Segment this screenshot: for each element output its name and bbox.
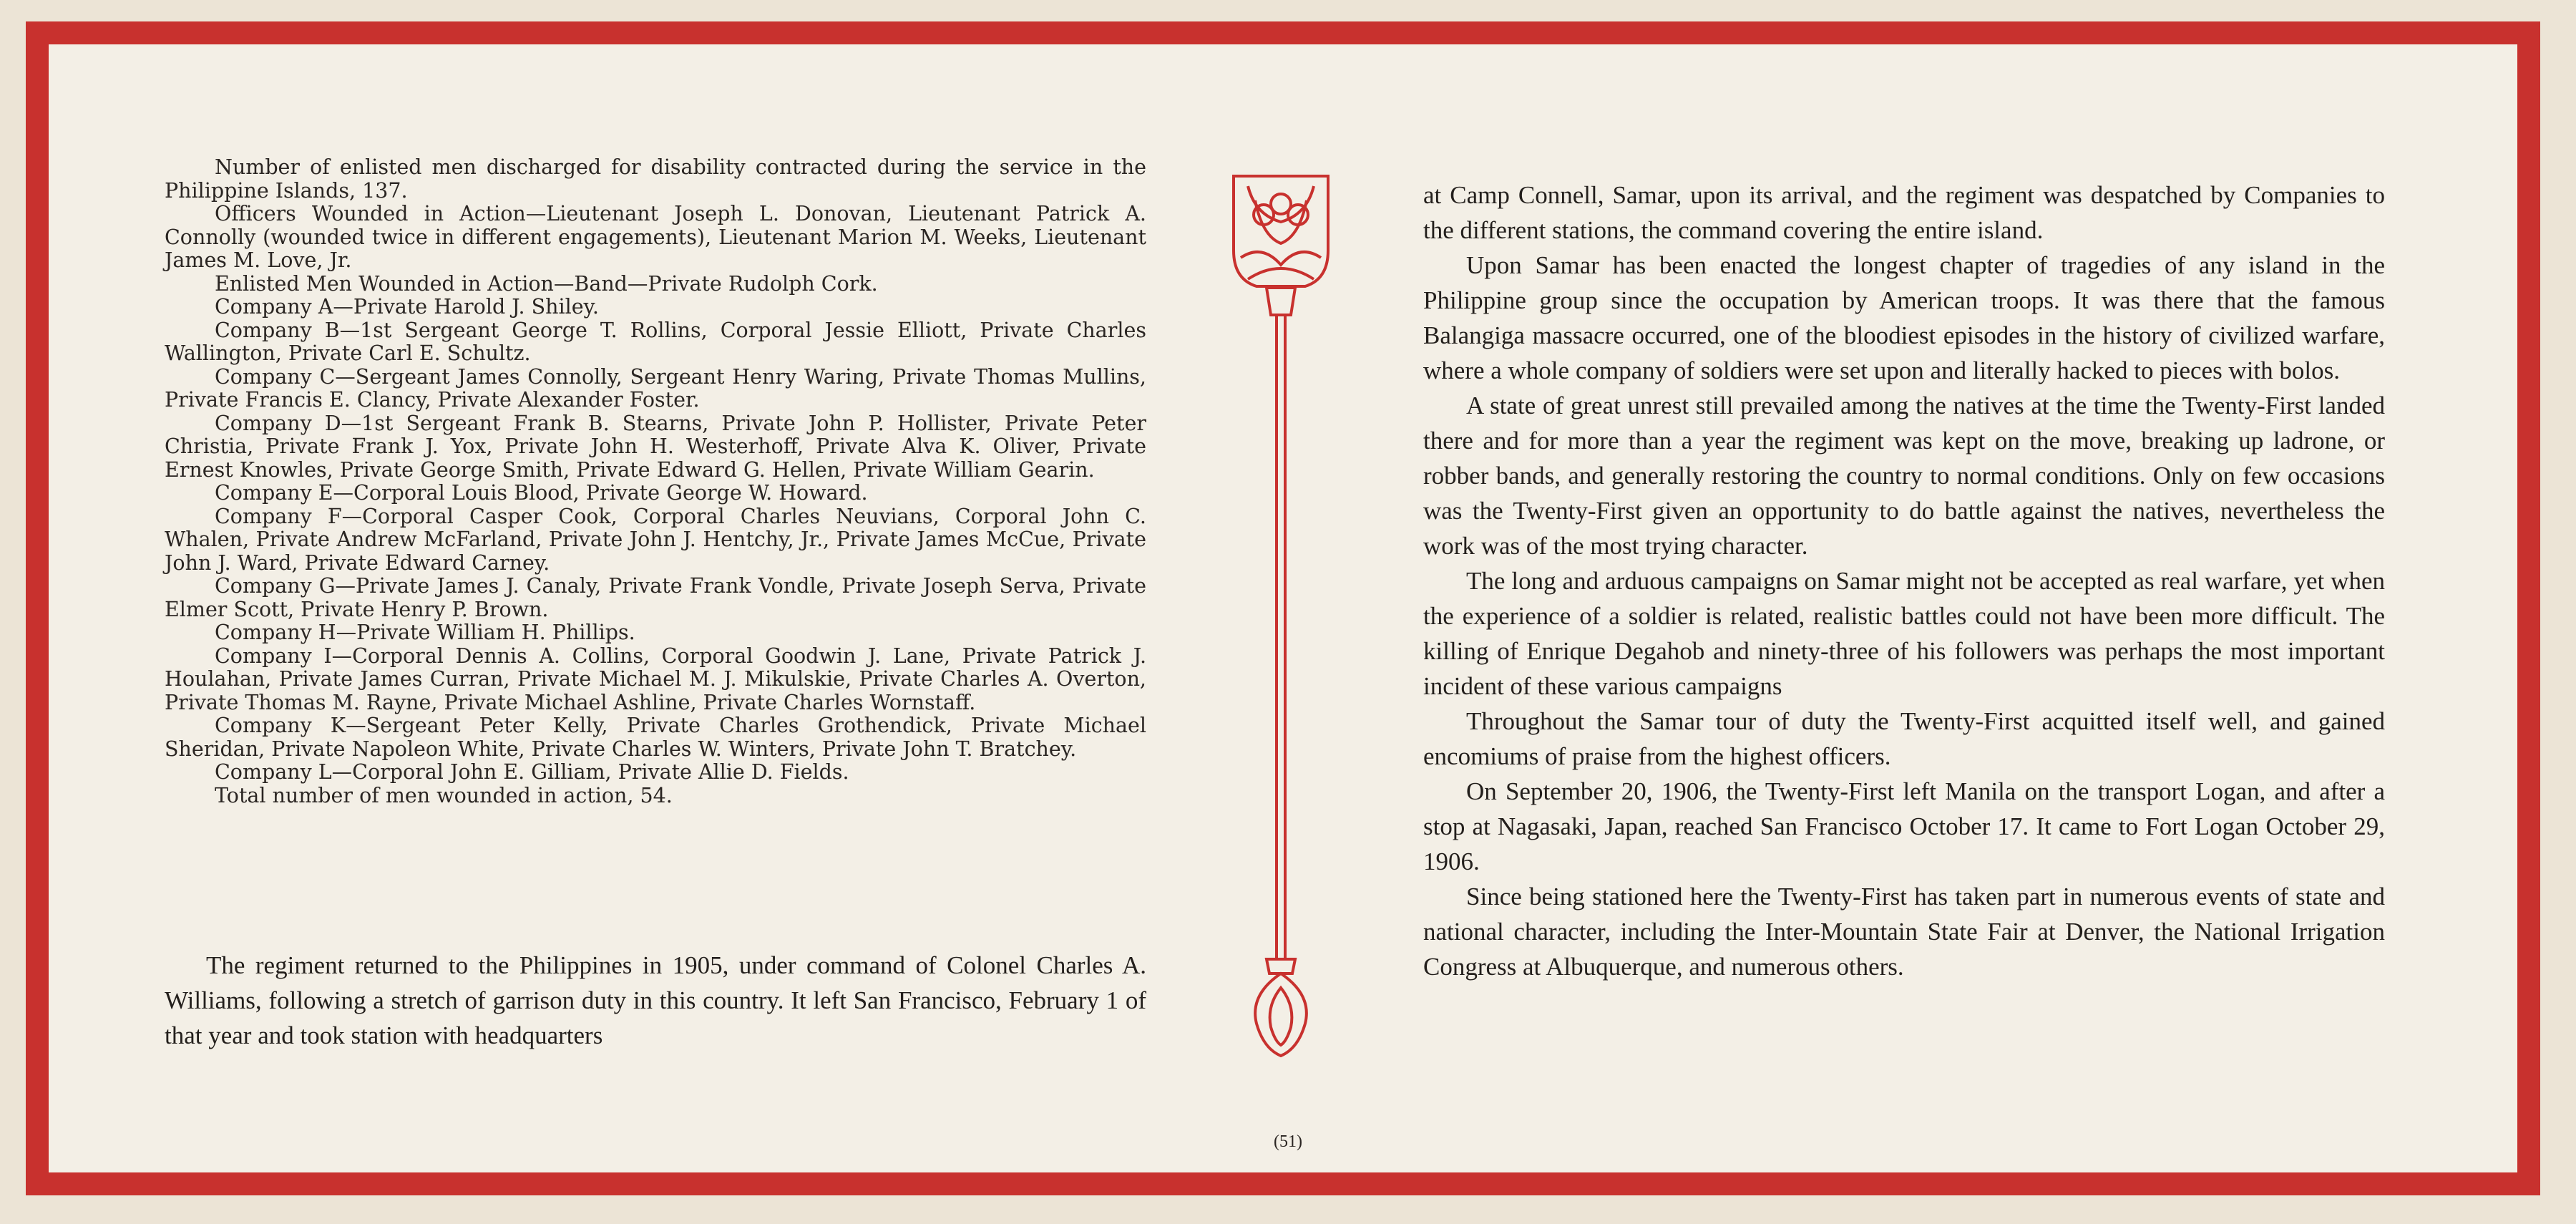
narrative-paragraph: at Camp Connell, Samar, upon its arrival, and the regiment was despatched by Companies to the different stations, the command covering the entire island. bbox=[1423, 181, 2385, 244]
narrative-paragraph: The regiment returned to the Philippines in 1905, under command of Colonel Charles A. Williams, following a stretch of garrison duty in this country. It left San Francisco, February 1 of that year and took station with headquarters bbox=[165, 951, 1146, 1049]
company-entry: Company E—Corporal Louis Blood, Private George W. Howard. bbox=[215, 481, 868, 505]
company-entry: Company K—Sergeant Peter Kelly, Private Charles Grothendick, Private Michael Sheridan, Private Napoleon White, Private Charles W. Winters, Private John T. Bratchey. bbox=[165, 714, 1146, 761]
narrative-paragraph: Since being stationed here the Twenty-First has taken part in numerous events of state and national character, including the Inter-Mountain State Fair at Denver, the National Irrigation Congress at Albuquerque, and numerous others. bbox=[1423, 883, 2385, 981]
band-paragraph: Enlisted Men Wounded in Action—Band—Private Rudolph Cork. bbox=[215, 271, 878, 296]
company-entry: Company F—Corporal Casper Cook, Corporal Charles Neuvians, Corporal John C. Whalen, Private Andrew McFarland, Private John J. Hentchy, Jr., Private James McCue, Private John J. Ward, Private Edward Carney. bbox=[165, 504, 1146, 575]
company-entry: Company B—1st Sergeant George T. Rollins, Corporal Jessie Elliott, Private Charles Wallington, Private Carl E. Schultz. bbox=[165, 318, 1146, 365]
company-entry: Company G—Private James J. Canaly, Private Frank Vondle, Private Joseph Serva, Private Elmer Scott, Private Henry P. Brown. bbox=[165, 574, 1146, 621]
company-entry: Company L—Corporal John E. Gilliam, Private Allie D. Fields. bbox=[215, 760, 849, 784]
narrative-paragraph: Throughout the Samar tour of duty the Twenty-First acquitted itself well, and gained encomiums of praise from the highest officers. bbox=[1423, 707, 2385, 770]
officers-wounded-paragraph: Officers Wounded in Action—Lieutenant Joseph L. Donovan, Lieutenant Patrick A. Connolly (wounded twice in different engagements), Lieutenant Marion M. Weeks, Lieutenant James M. Love, Jr. bbox=[165, 202, 1146, 272]
narrative-paragraph: On September 20, 1906, the Twenty-First left Manila on the transport Logan, and after a stop at Nagasaki, Japan, reached San Francisco October 17. It came to Fort Logan October 29, 1906. bbox=[1423, 777, 2385, 875]
company-entry: Company C—Sergeant James Connolly, Sergeant Henry Waring, Private Thomas Mullins, Private Francis E. Clancy, Private Alexander Foster. bbox=[165, 364, 1146, 412]
company-entry: Company A—Private Harold J. Shiley. bbox=[215, 295, 599, 319]
company-entry: Company D—1st Sergeant Frank B. Stearns, Private John P. Hollister, Private Peter Christia, Private Frank J. Yox, Private John H. Westerhoff, Private Alva K. Oliver, Private Ernest Knowles, Private George Smith, Private Edward G. Hellen, Private William Gearin. bbox=[165, 411, 1146, 482]
narrative-right bbox=[1423, 178, 2385, 984]
casualty-list bbox=[165, 156, 1146, 807]
company-entry: Company H—Private William H. Phillips. bbox=[215, 621, 635, 644]
discharged-paragraph: Number of enlisted men discharged for disability contracted during the service in the Philippine Islands, 137. bbox=[165, 155, 1146, 203]
narrative-paragraph: The long and arduous campaigns on Samar might not be accepted as real warfare, yet when the experience of a soldier is related, realistic battles could not have been more difficult. The killing of Enrique Degahob and ninety-three of his followers was perhaps the most important incident of these various campaigns bbox=[1423, 567, 2385, 700]
narrative-paragraph: Upon Samar has been enacted the longest chapter of tragedies of any island in the Philippine group since the occupation by American troops. It was there that the famous Balangiga massacre occurred, one of the bloodiest episodes in the history of civilized warfare, where a whole company of soldiers were set upon and literally hacked to pieces with bolos. bbox=[1423, 251, 2385, 384]
company-entry: Company I—Corporal Dennis A. Collins, Corporal Goodwin J. Lane, Private Patrick J. Houlahan, Private James Curran, Private Michael M. J. Mikulskie, Private Charles A. Overton, Private Thomas M. Rayne, Private Michael Ashline, Private Charles Wornstaff. bbox=[165, 643, 1146, 714]
narrative-left bbox=[165, 948, 1146, 1053]
total-wounded: Total number of men wounded in action, 54. bbox=[215, 783, 673, 807]
page-number: (51) bbox=[1274, 1132, 1302, 1151]
ornamental-divider bbox=[1226, 172, 1335, 1059]
narrative-paragraph: A state of great unrest still prevailed among the natives at the time the Twenty-First landed there and for more than a year the regiment was kept on the move, breaking up ladrone, or robber bands, and generally restoring the country to normal conditions. Only on few occasions was the Twenty-First given an opportunity to do battle against the natives, nevertheless the work was of the most trying character. bbox=[1423, 392, 2385, 560]
